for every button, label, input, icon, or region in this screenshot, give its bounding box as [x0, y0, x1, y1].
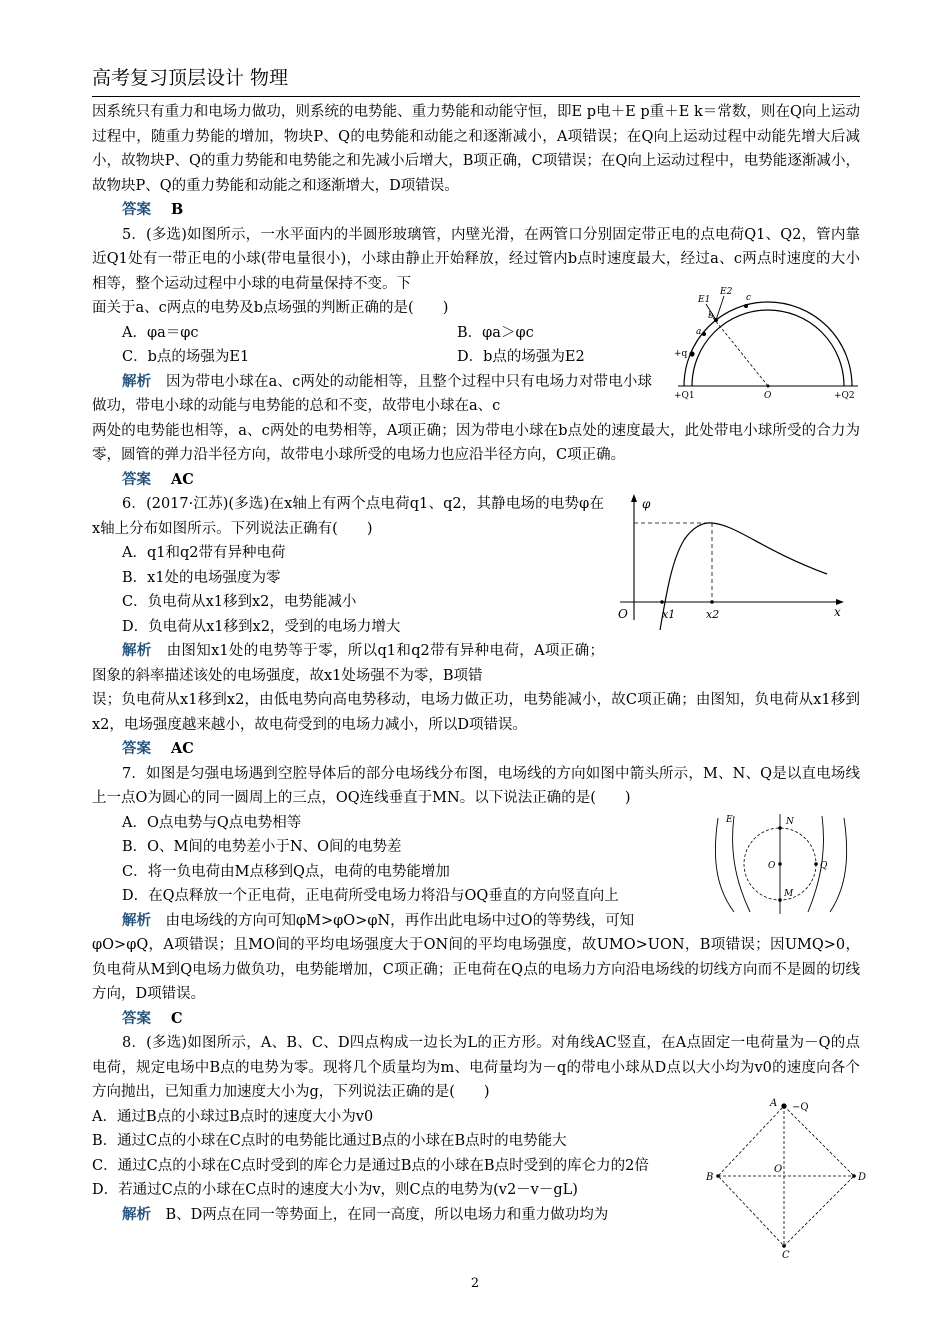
page-content — [92, 100, 860, 1227]
q6-figure — [612, 490, 852, 630]
label-q2: +Q2 — [834, 391, 855, 401]
label-o: O — [618, 607, 628, 621]
field-line-left-outer — [715, 818, 734, 912]
q6-analysis-cont: 误；负电荷从x1移到x2，由低电势向高电势移动，电场力做正功，电势能减小，故C项正确；由图知，负电荷从x1移到x2，电场强度越来越小，故电荷受到的电场力减小，所以D项错误。 — [92, 692, 860, 733]
q4-answer-label: 答案 — [122, 201, 151, 218]
q7-analysis-label: 解析 — [122, 911, 151, 929]
label-minus-q: −Q — [792, 1102, 809, 1113]
q5-option-c: C．b点的场强为E1 — [122, 349, 250, 365]
q6-analysis-label: 解析 — [122, 642, 152, 659]
q7-analysis — [92, 909, 692, 934]
q5-option-d: D．b点的场强为E2 — [457, 349, 585, 365]
label-phi: φ — [642, 497, 651, 511]
point-m — [778, 898, 782, 902]
q6-option-d: D．负电荷从x1移到x2，受到的电场力增大 — [122, 618, 401, 635]
q8-stem: 8．(多选)如图所示，A、B、C、D四点构成一边长为L的正方形。对角线AC竖直，在A点固定一电荷量为－Q的点电荷，规定电场中B点的电势为零。现将几个质量均为m、电荷量均为－q的带电小球从D点以大小均为v0的速度向各个方向抛出，已知重力加速度大小为g，下列说法正确的是( ) — [92, 1035, 860, 1100]
label-e: E — [726, 815, 733, 825]
q5-stem-cont: 面关于a、c两点的电势及b点场强的判断正确的是( ) — [92, 300, 449, 316]
label-a: A — [770, 1098, 778, 1109]
header-title: 高考复习顶层设计 物理 — [92, 67, 289, 89]
q8-option-c: C．通过C点的小球在C点时受到的库仑力是通过B点的小球在B点时受到的库仑力的2倍 — [92, 1157, 649, 1174]
point-c — [782, 1244, 786, 1248]
q8-option-d: D．若通过C点的小球在C点时的速度大小为v，则C点的电势为(v2－v－gL) — [92, 1182, 578, 1198]
point-b — [716, 1174, 720, 1178]
label-o: O — [764, 391, 772, 401]
q7-option-c: C．将一负电荷由M点移到Q点，电荷的电势能增加 — [122, 863, 450, 880]
q8-option-b: B．通过C点的小球在C点时的电势能比通过B点的小球在B点时的电势能大 — [92, 1133, 567, 1149]
q5-answer-value: AC — [171, 470, 194, 488]
q5-answer-label: 答案 — [122, 470, 151, 488]
q4-answer — [92, 198, 860, 223]
q8-option-a: A．通过B点的小球过B点时的速度大小为v0 — [92, 1108, 374, 1125]
label-e1: E1 — [698, 295, 711, 305]
q6-option-c: C．负电荷从x1移到x2，电势能减小 — [122, 594, 357, 610]
q7-stem: 7．如图是匀强电场遇到空腔导体后的部分电场线分布图，电场线的方向如图中箭头所示，M、N、Q是以直电场线上一点O为圆心的同一圆周上的三点，OQ连线垂直于MN。以下说法正确的是( ) — [92, 765, 860, 806]
q8-analysis-label: 解析 — [122, 1205, 151, 1223]
point-o — [767, 385, 770, 388]
q5-answer — [92, 468, 860, 493]
q5-figure — [668, 284, 868, 402]
field-line-right-outer — [830, 818, 847, 912]
label-c: c — [746, 293, 752, 303]
label-o: O — [774, 1164, 783, 1175]
potential-curve — [660, 523, 827, 630]
point-o — [778, 862, 782, 866]
point-x1 — [660, 600, 664, 604]
q6-option-a: A．q1和q2带有异种电荷 — [122, 545, 286, 561]
q5-stem: 5．(多选)如图所示，一水平面内的半圆形玻璃管，内壁光滑，在两管口分别固定带正电的点电荷Q1、Q2，管内靠近Q1处有一带正电的小球(带电量很小)，小球由静止开始释放，经过管内b点时速度最大，经过a、c两点时速度的大小相等，整个运动过程中小球的电荷量保持不变。下 — [92, 226, 860, 292]
q7-answer-value: C — [171, 1009, 183, 1027]
q8-figure — [704, 1094, 874, 1260]
q8-analysis — [92, 1203, 692, 1228]
q8-analysis-text: B、D两点在同一等势面上，在同一高度，所以电场力和重力做功均为 — [165, 1206, 609, 1223]
label-x2: x2 — [706, 608, 720, 621]
q5-analysis-label: 解析 — [122, 372, 152, 390]
q6-answer-label: 答案 — [122, 740, 151, 757]
q6-analysis — [92, 639, 604, 688]
point-x2 — [710, 600, 714, 604]
q5-option-a: A．φa＝φc — [122, 324, 199, 341]
label-d: D — [858, 1172, 867, 1183]
point-n — [778, 826, 782, 830]
q5-analysis — [92, 370, 652, 419]
label-b: B — [706, 1172, 714, 1183]
charge-q — [689, 351, 694, 356]
point-a — [702, 332, 706, 336]
label-x: x — [834, 605, 841, 619]
q5-analysis-cont: 两处的电势能也相等，a、c两处的电势相等，A项正确；因为带电小球在b点处的速度最大，此处带电小球所受的合力为零，圆管的弹力沿半径方向，故带电小球所受的电场力也应沿半径方向，C项正确。 — [92, 422, 860, 463]
q6-option-b: B．x1处的电场强度为零 — [122, 569, 281, 586]
point-q — [814, 862, 818, 866]
q7-answer — [92, 1007, 860, 1032]
q6-stem: 6．(2017·江苏)(多选)在x轴上有两个点电荷q1、q2，其静电场的电势φ在x轴上分布如图所示。下列说法正确有( ) — [92, 496, 604, 537]
q6-analysis-text: 由图知x1处的电势等于零，所以q1和q2带有异种电荷，A项正确；图象的斜率描述该处的电场强度，故x1处场强不为零，B项错 — [92, 643, 604, 684]
q5-option-b: B．φa＞φc — [457, 324, 534, 341]
label-q: +q — [674, 349, 688, 359]
charge-at-a — [781, 1103, 786, 1108]
point-b — [714, 318, 718, 322]
q7-figure — [704, 808, 864, 920]
label-q1: +Q1 — [674, 391, 695, 401]
q6-answer-value: AC — [171, 740, 194, 757]
q7-analysis-text: 由电场线的方向可知φM>φO>φN，再作出此电场中过O的等势线，可知 — [165, 912, 635, 929]
label-x1: x1 — [662, 608, 676, 621]
page-number: 2 — [470, 1276, 480, 1291]
radius-line — [710, 314, 768, 386]
q7-answer-label: 答案 — [122, 1009, 151, 1027]
label-a: a — [696, 327, 702, 337]
point-d — [852, 1174, 856, 1178]
field-line-left — [733, 816, 750, 912]
label-q: Q — [820, 861, 828, 871]
q5-analysis-text: 因为带电小球在a、c两处的动能相等，且整个过程中只有电场力对带电小球做功，带电小球的动能与电势能的总和不变，故带电小球在a、c — [92, 373, 653, 414]
label-m: M — [784, 889, 794, 899]
q6-answer — [92, 737, 860, 762]
label-o: O — [768, 861, 776, 871]
point-c — [744, 304, 748, 308]
q7-option-a: A．O点电势与Q点电势相等 — [122, 814, 302, 831]
label-b: b — [708, 311, 714, 321]
label-c: C — [782, 1250, 790, 1260]
q7-option-d: D．在Q点释放一个正电荷，正电荷所受电场力将沿与OQ垂直的方向竖直向上 — [122, 888, 619, 904]
q7-option-b: B．O、M间的电势差小于N、O间的电势差 — [122, 839, 402, 855]
label-e2: E2 — [720, 287, 733, 297]
phi-axis-arrow — [631, 494, 637, 502]
page-header — [92, 66, 860, 97]
q4-answer-value: B — [171, 201, 184, 218]
label-n: N — [786, 817, 794, 827]
q4-analysis-continued: 因系统只有重力和电场力做功，则系统的电势能、重力势能和动能守恒，即E p电＋E p重＋E k＝常数，则在Q向上运动过程中，随重力势能的增加，物块P、Q的电势能和动能之和逐渐减小，A项错误；在Q向上运动过程中动能先增大后减小，故物块P、Q的重力势能和电势能之和先减小后增大，B项正确，C项错误；在Q向上运动过程中，电势能逐渐减小，故物块P、Q的重力势能和动能之和逐渐增大，D项错误。 — [92, 104, 860, 194]
q7-analysis-cont: φO>φQ，A项错误；且MO间的平均电场强度大于ON间的平均电场强度，故UMO>UON，B项错误；因UMQ>0，负电荷从M到Q电场力做负功，电势能增加，C项正确；正电荷在Q点的电场力方向沿电场线的切线方向而不是圆的切线方向，D项错误。 — [92, 937, 860, 1002]
